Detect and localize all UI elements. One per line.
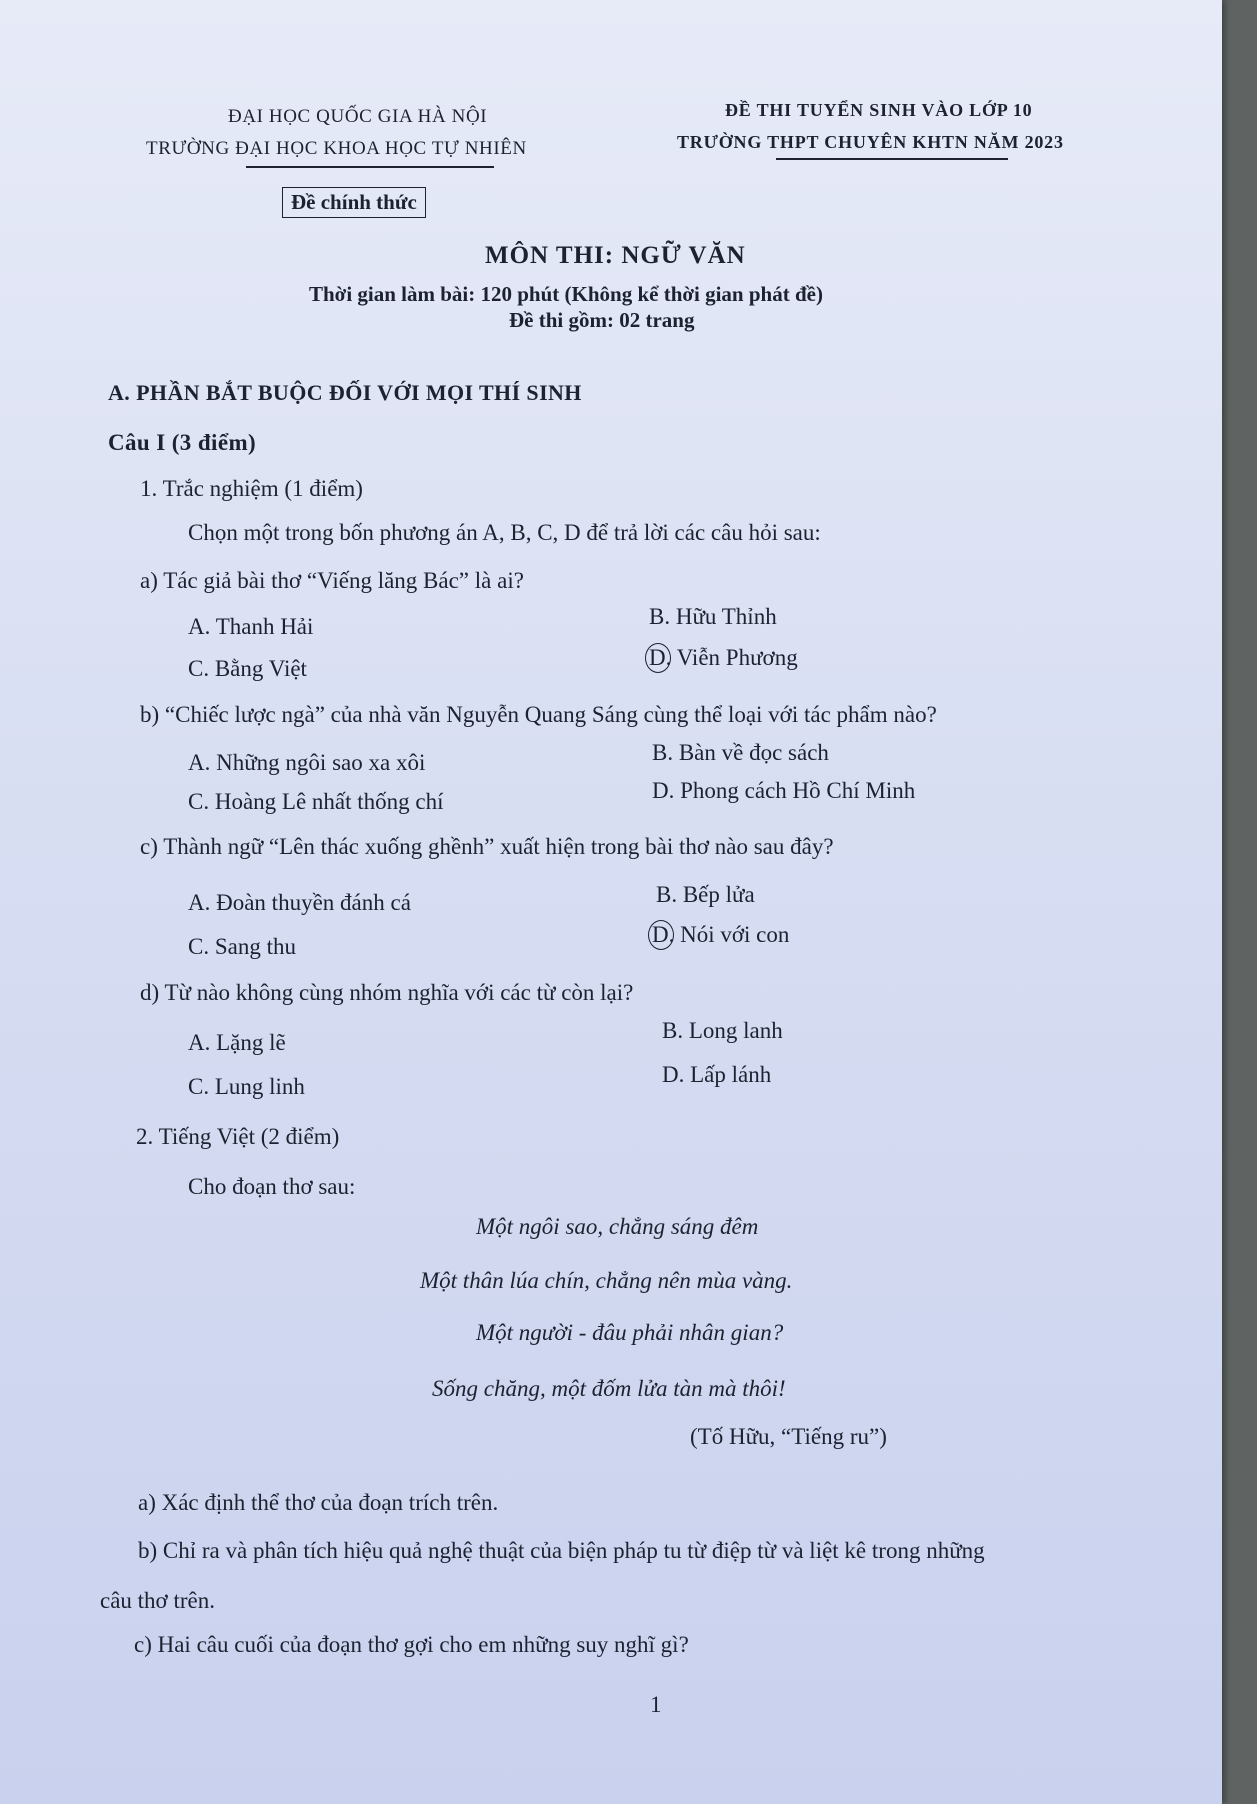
part-2-question-c: c) Hai câu cuối của đoạn thơ gợi cho em những suy nghĩ gì? (134, 1632, 689, 1657)
part-2-question-a: a) Xác định thể thơ của đoạn trích trên. (138, 1490, 499, 1515)
faculty-name: TRƯỜNG ĐẠI HỌC KHOA HỌC TỰ NHIÊN (146, 138, 527, 159)
faculty-underline (246, 166, 494, 168)
school-heading: TRƯỜNG THPT CHUYÊN KHTN NĂM 2023 (677, 132, 1064, 152)
university-name: ĐẠI HỌC QUỐC GIA HÀ NỘI (228, 106, 488, 127)
poem-source: (Tố Hữu, “Tiếng ru”) (690, 1424, 887, 1449)
option-b-d: D. Phong cách Hồ Chí Minh (652, 778, 916, 803)
question-a: a) Tác giả bài thơ “Viếng lăng Bác” là ai? (140, 568, 524, 593)
option-c-d: D. Nói với con (652, 922, 790, 947)
option-a-d: D. Viễn Phương (649, 645, 798, 670)
option-a-c: C. Bằng Việt (188, 656, 307, 681)
option-a-b: B. Hữu Thỉnh (649, 604, 777, 629)
option-d-b: B. Long lanh (662, 1018, 783, 1043)
option-d-a: A. Lặng lẽ (188, 1030, 286, 1055)
option-b-c: C. Hoàng Lê nhất thống chí (188, 789, 444, 814)
school-underline (776, 158, 1008, 160)
option-d-c: C. Lung linh (188, 1074, 305, 1099)
option-b-b: B. Bàn về đọc sách (652, 740, 829, 765)
poem-line-1: Một ngôi sao, chẳng sáng đêm (476, 1214, 759, 1239)
question-b: b) “Chiếc lược ngà” của nhà văn Nguyễn Quang Sáng cùng thể loại với tác phẩm nào? (140, 702, 937, 727)
option-c-a: A. Đoàn thuyền đánh cá (188, 890, 411, 915)
part-2-question-b: b) Chỉ ra và phân tích hiệu quả nghệ thuật của biện pháp tu từ điệp từ và liệt kê trong những (138, 1538, 985, 1563)
question-1-title: Câu I (3 điểm) (108, 430, 257, 455)
poem-line-3: Một người - đâu phải nhân gian? (476, 1320, 784, 1345)
question-d: d) Từ nào không cùng nhóm nghĩa với các từ còn lại? (140, 980, 634, 1005)
option-d-d: D. Lấp lánh (662, 1062, 772, 1087)
section-a-title: A. PHẦN BẮT BUỘC ĐỐI VỚI MỌI THÍ SINH (108, 380, 582, 405)
option-a-a: A. Thanh Hải (188, 614, 314, 639)
exam-subject: MÔN THI: NGỮ VĂN (485, 242, 746, 269)
poem-line-4: Sống chăng, một đốm lửa tàn mà thôi! (432, 1376, 786, 1401)
part-2-title: 2. Tiếng Việt (2 điểm) (136, 1124, 340, 1149)
option-c-b: B. Bếp lửa (656, 882, 755, 907)
exam-page-count: Đề thi gồm: 02 trang (509, 308, 695, 332)
instruction: Chọn một trong bốn phương án A, B, C, D để trả lời các câu hỏi sau: (188, 520, 821, 545)
poem-intro: Cho đoạn thơ sau: (188, 1174, 356, 1199)
exam-duration: Thời gian làm bài: 120 phút (Không kể thời gian phát đề) (309, 282, 823, 306)
option-c-c: C. Sang thu (188, 934, 296, 959)
poem-line-2: Một thân lúa chín, chẳng nên mùa vàng. (420, 1268, 793, 1293)
selected-answer-mark (648, 920, 674, 950)
question-c: c) Thành ngữ “Lên thác xuống ghềnh” xuất hiện trong bài thơ nào sau đây? (140, 834, 834, 859)
part-1-title: 1. Trắc nghiệm (1 điểm) (140, 476, 363, 501)
option-b-a: A. Những ngôi sao xa xôi (188, 750, 426, 775)
selected-answer-mark (645, 643, 671, 673)
part-2-question-b-continued: câu thơ trên. (100, 1588, 215, 1613)
page-number: 1 (650, 1692, 662, 1717)
exam-heading: ĐỀ THI TUYỂN SINH VÀO LỚP 10 (725, 100, 1033, 120)
official-exam-label: Đề chính thức (282, 187, 426, 218)
